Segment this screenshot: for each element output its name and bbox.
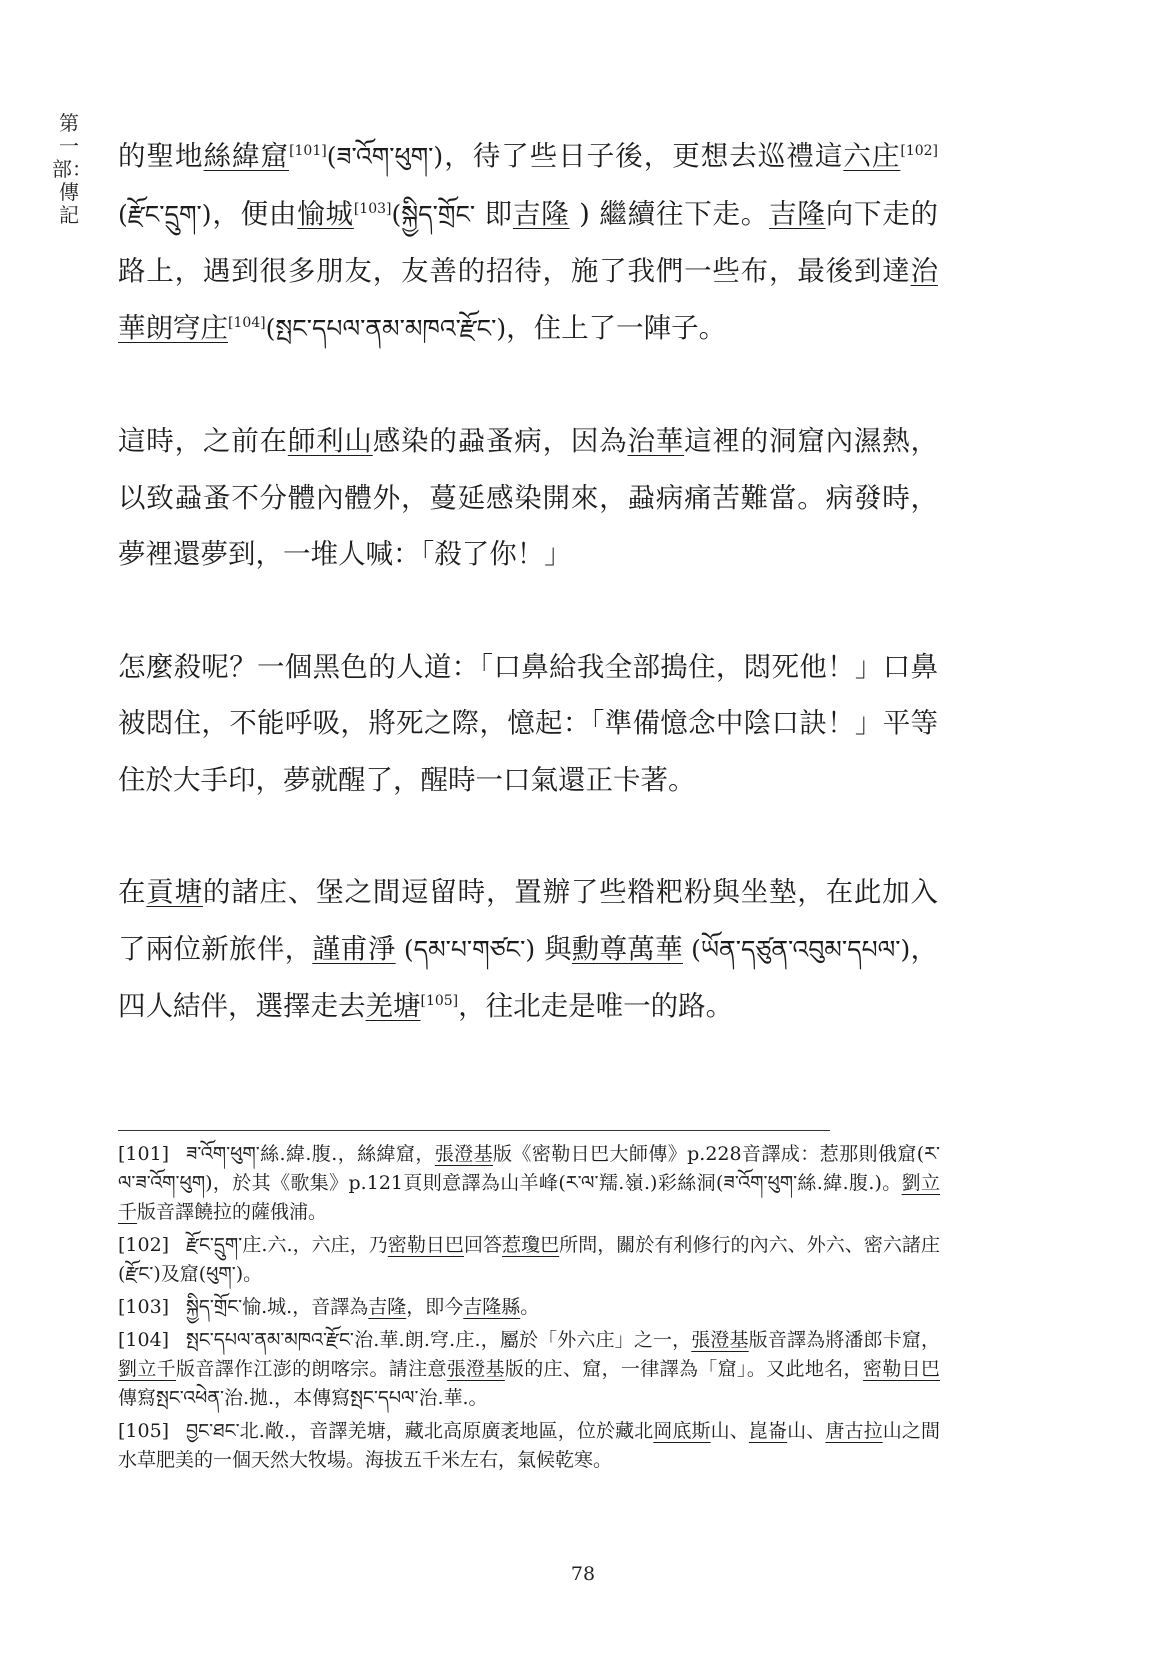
text-run: 傳寫སྤང་འཕེན་治.拋.，本傳寫སྤང་དཔལ་治.華.。 [118,1387,488,1409]
tibetan-term: (སྤང་དཔལ་ནམ་མཁའ་རྫོང་) [265,313,507,343]
paragraph-1 [118,128,938,357]
text-run: 這時，之前在 [118,425,288,457]
text-run: 版音譯作江澎的朗喀宗。請注意 [176,1358,447,1380]
text-run: 版音譯為將潘郎卡窟， [748,1329,940,1351]
text-run: ，住上了一陣子。 [506,311,727,344]
place-name-link: 吉隆 [769,197,826,230]
text-run: 這裡的洞窟內濕熱，以致蝨蚤不分體內體外，蔓延感染開來，蝨病痛苦難當。病發時，夢裡還夢到，一堆人喊：「殺了你！」 [118,425,939,570]
footnote-ref-102[interactable]: [102] [900,142,939,159]
footnote-103 [118,1293,940,1322]
place-name-link: 吉隆 [512,197,570,230]
text-run: ) 繼續往下走。 [569,197,770,230]
page-number: 78 [570,1563,596,1585]
place-name-link: 治華朗穹庄 [118,255,938,344]
name-link: 張澄基 [446,1358,505,1380]
footnote-ref-104[interactable]: [104] [228,314,266,331]
footnote-number: [104] [118,1329,170,1351]
text-run: 山、 [787,1420,826,1442]
place-name-link: 絲緯窟 [203,140,290,172]
paragraph-2 [118,413,938,583]
tibetan-term: (ཡོན་དཙུན་འབུམ་དཔལ་) [682,934,911,964]
text-run: 版音譯饒拉的薩俄浦。 [137,1201,328,1223]
text-run: རྫོང་དྲུག་庄.六.，六庄，乃 [186,1234,388,1256]
name-link: 張澄基 [434,1143,494,1165]
text-run: སྤང་དཔལ་ནམ་མཁའ་རྫོང་治.華.朗.穹.庄.，屬於「外六庄」之一， [186,1329,692,1351]
footnote-number: [102] [118,1234,170,1256]
name-link: 唐古拉 [825,1420,883,1442]
paragraph-4 [118,864,938,1035]
footnote-number: [103] [118,1296,170,1318]
text-run: སྐྱིད་གྲོང་愉.城.，音譯為 [186,1296,369,1318]
name-link: 崑崙 [748,1420,788,1442]
text-run: 即 [475,197,513,230]
text-run: 山、 [710,1420,749,1442]
text-run: ，待了些日子後，更想去巡禮這 [443,140,844,172]
text-run: 。 [520,1296,540,1318]
footnote-105 [118,1417,940,1475]
paragraph-3: 怎麼殺呢？一個黑色的人道：「口鼻給我全部搗住，悶死他！」口鼻被悶住，不能呼吸，將死之際，憶起：「準備憶念中陰口訣！」平等住於大手印，夢就醒了，醒時一口氣還正卡著。 [118,650,938,796]
footnote-101 [118,1140,940,1227]
text-run: 向下走的路上，遇到很多朋友，友善的招待，施了我們一些布，最後到達 [118,197,939,287]
main-text [118,128,938,1035]
text-run: ，四人結伴，選擇走去 [118,932,939,1022]
footnote-divider [118,1130,830,1131]
text-run: 在 [118,876,147,908]
place-name-link: 治華 [627,425,685,457]
person-name-link: 謹甫淨 [312,932,396,965]
text-run: 的諸庄、堡之間逗留時，置辦了些糌粑粉與坐墊，在此加入了兩位新旅伴， [118,876,939,965]
place-name-link: 師利山 [287,425,373,457]
tibetan-term: (དམ་པ་གཙང་) [395,934,536,964]
name-link: 惹瓊巴 [502,1234,560,1256]
name-link: 密勒日巴 [387,1234,464,1256]
text-run: ཟ་འོག་ཕུག་絲.緯.腹.，絲緯窟， [186,1143,435,1165]
name-link: 密勒日巴 [862,1358,940,1380]
place-name-link: 貢塘 [146,876,203,908]
tibetan-term: (ཟ་འོག་ཕུག་) [326,142,444,171]
text-run: ，即今 [406,1296,464,1318]
text-run: 山之間水草肥美的一個天然大牧場。海拔五千米左右，氣候乾寒。 [118,1420,940,1471]
text-run: 感染的蝨蚤病，因為 [372,425,628,457]
person-name-link: 勳尊萬華 [571,932,683,965]
footnote-ref-103[interactable]: [103] [353,200,392,217]
name-link: 岡底斯 [653,1420,711,1442]
footnote-102 [118,1231,940,1289]
name-link: 吉隆 [368,1296,407,1318]
tibetan-term: (རྫོང་དྲུག་) [118,199,212,229]
place-name-link: 愉城 [297,197,354,230]
text-run: 版《密勒日巴大師傳》p.228音譯成：惹那則俄窟(ར་ལ་ཟ་འོག་ཕུག)，於其《歌集》p.121頁則意譯為山羊峰(ར་ལ་羺.嶺.)彩絲洞(ཟ་འོག་ཕུག་絲.緯.腹.)。 [118,1143,940,1194]
text-run: 與 [535,932,572,965]
tibetan-term: (སྐྱིད་གྲོང་ [391,199,476,229]
running-header-vertical: 第一部：傳記 [52,111,92,227]
place-name-link: 六庄 [843,140,901,172]
text-run: 的聖地 [118,140,204,172]
name-link: 劉立千 [118,1358,177,1380]
text-run: ，便由 [211,197,298,230]
footnote-number: [105] [118,1420,170,1442]
text-run: 版的庄、窟，一律譯為「窟」。又此地名， [504,1358,863,1380]
text-run: ，往北走是唯一的路。 [458,990,734,1022]
place-name-link: 羌塘 [365,990,421,1022]
name-link: 張澄基 [691,1329,749,1351]
footnotes [118,1140,940,1479]
footnote-ref-101[interactable]: [101] [289,142,327,159]
footnote-number: [101] [118,1143,170,1165]
name-link: 吉隆縣 [463,1296,521,1318]
text-run: 所問，關於有利修行的內六、外六、密六諸庄(རྫོང་)及窟(ཕུག་)。 [118,1234,940,1285]
footnote-104 [118,1326,940,1413]
text-run: བྱང་ཐང་北.敞.，音譯羌塘，藏北高原廣袤地區，位於藏北 [186,1420,654,1442]
footnote-ref-105[interactable]: [105] [420,992,459,1009]
name-link: 劉立千 [118,1172,940,1223]
text-run: 回答 [463,1234,503,1256]
